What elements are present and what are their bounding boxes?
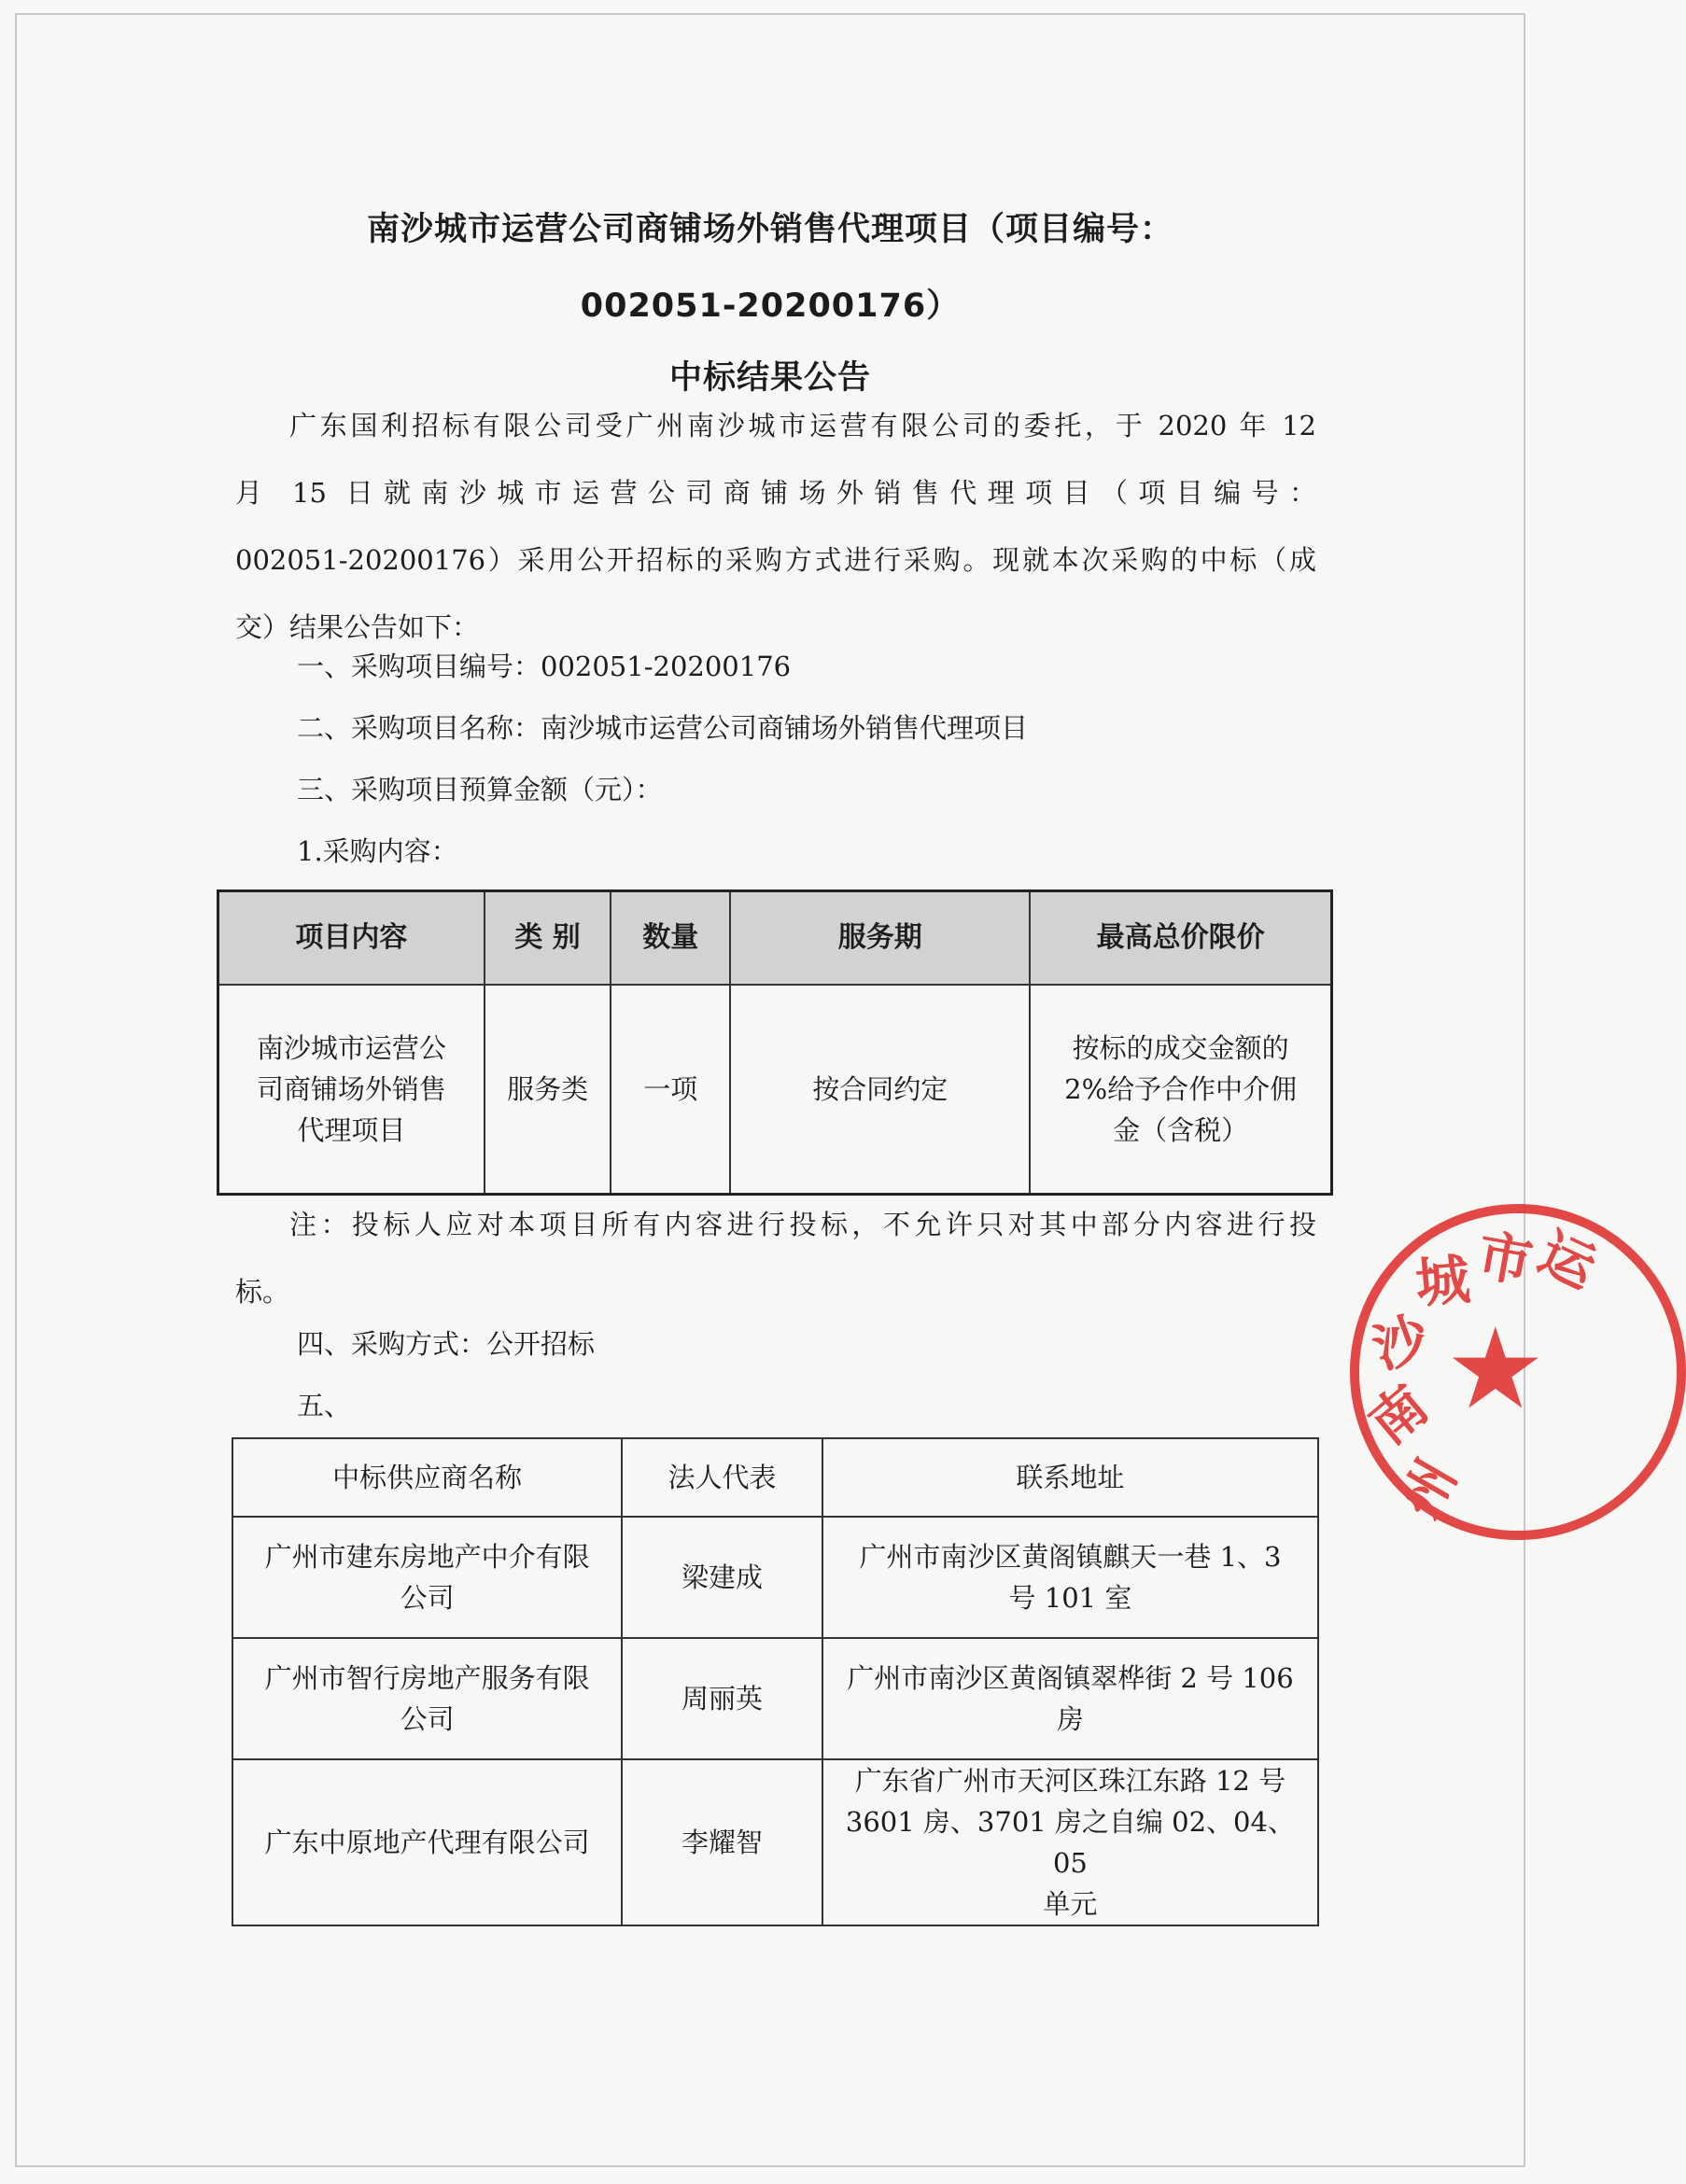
procurement-table-header (218, 891, 1332, 986)
cell-representative: 李耀智 (622, 1759, 822, 1925)
cell-category: 服务类 (485, 985, 611, 1195)
cell-text: 代理项目 (297, 1114, 406, 1146)
seal-star-icon: ★ (1445, 1305, 1546, 1435)
header-max-price: 最高总价限价 (1030, 891, 1331, 986)
note-paragraph (235, 1191, 1316, 1325)
note-line-2: 标。 (235, 1276, 290, 1308)
seal-text-char: 市 (1472, 1223, 1538, 1295)
cell-supplier-name (232, 1638, 622, 1759)
cell-address (822, 1759, 1318, 1925)
seal-text-char: 城 (1412, 1247, 1473, 1316)
cell-text: 广州市智行房地产服务有限 (264, 1662, 590, 1694)
table-row (232, 1759, 1318, 1925)
procurement-table (217, 889, 1333, 1196)
cell-item-content (218, 985, 485, 1195)
cell-text: 广州市南沙区黄阁镇麒天一巷 1、3 (859, 1541, 1282, 1573)
cell-text: 按标的成交金额的 (1072, 1032, 1289, 1064)
item-five: 五、 (297, 1390, 352, 1421)
header-category: 类 别 (485, 891, 611, 986)
cell-text: 广州市建东房地产中介有限 (264, 1541, 590, 1573)
item-budget: 三、采购项目预算金额（元）： (297, 774, 663, 805)
intro-line-2: 月 15 日就南沙城市运营公司商铺场外销售代理项目（项目编号： (235, 477, 1316, 509)
document-subtitle: 中标结果公告 (668, 359, 871, 397)
cell-text: 司商铺场外销售 (256, 1073, 446, 1105)
cell-text: 房 (1056, 1703, 1084, 1735)
table-row (232, 1517, 1318, 1638)
table-row (232, 1638, 1318, 1759)
header-service-period: 服务期 (730, 891, 1030, 986)
cell-text: 广东省广州市天河区珠江东路 12 号 (854, 1765, 1286, 1797)
item-procurement-method: 四、采购方式：公开招标 (297, 1328, 596, 1360)
header-quantity: 数量 (611, 891, 730, 986)
cell-text: 南沙城市运营公 (256, 1032, 446, 1064)
seal-text-char: 运 (1529, 1220, 1606, 1301)
cell-representative: 周丽英 (622, 1638, 822, 1759)
cell-representative: 梁建成 (622, 1517, 822, 1638)
cell-text: 金（含税） (1113, 1114, 1249, 1146)
item-project-number: 一、采购项目编号：002051-20200176 (297, 651, 792, 682)
cell-quantity: 一项 (611, 985, 730, 1195)
cell-text: 号 101 室 (1008, 1582, 1132, 1614)
intro-line-4: 交）结果公告如下： (235, 611, 480, 643)
item-procurement-content: 1.采购内容： (297, 835, 458, 867)
document-title-line2: 002051-20200176） (580, 287, 961, 325)
cell-max-price (1030, 985, 1331, 1195)
cell-text: 公司 (400, 1582, 455, 1614)
cell-text: 广州市南沙区黄阁镇翠桦街 2 号 106 (847, 1662, 1294, 1694)
header-address: 联系地址 (822, 1438, 1318, 1517)
cell-text: 2%给予合作中介佣 (1064, 1073, 1298, 1105)
seal-text-char: 州 (1386, 1449, 1469, 1528)
cell-supplier-name: 广东中原地产代理有限公司 (232, 1759, 622, 1925)
intro-paragraph (235, 392, 1316, 661)
header-representative: 法人代表 (622, 1438, 822, 1517)
seal-text-char: 沙 (1364, 1303, 1438, 1382)
winners-table-header (232, 1438, 1318, 1517)
cell-text: 公司 (400, 1703, 455, 1735)
table-row (218, 985, 1332, 1195)
cell-supplier-name (232, 1517, 622, 1638)
header-item-content: 项目内容 (218, 891, 485, 986)
cell-service-period: 按合同约定 (730, 985, 1030, 1195)
company-seal (1350, 1204, 1686, 1540)
cell-text: 3601 房、3701 房之自编 02、04、05 (845, 1806, 1295, 1879)
intro-line-3: 002051-20200176）采用公开招标的采购方式进行采购。现就本次采购的中标（成 (235, 544, 1316, 576)
document-title-line1: 南沙城市运营公司商铺场外销售代理项目（项目编号： (366, 211, 1173, 248)
header-supplier-name: 中标供应商名称 (232, 1438, 622, 1517)
cell-address (822, 1638, 1318, 1759)
winners-table (232, 1437, 1319, 1926)
cell-text: 单元 (1043, 1888, 1098, 1920)
cell-address (822, 1517, 1318, 1638)
seal-text-char: 南 (1357, 1373, 1440, 1457)
note-line-1: 注：投标人应对本项目所有内容进行投标，不允许只对其中部分内容进行投 (289, 1209, 1316, 1240)
item-project-name: 二、采购项目名称：南沙城市运营公司商铺场外销售代理项目 (297, 712, 1029, 744)
intro-line-1: 广东国利招标有限公司受广州南沙城市运营有限公司的委托，于 2020 年 12 (289, 410, 1316, 441)
